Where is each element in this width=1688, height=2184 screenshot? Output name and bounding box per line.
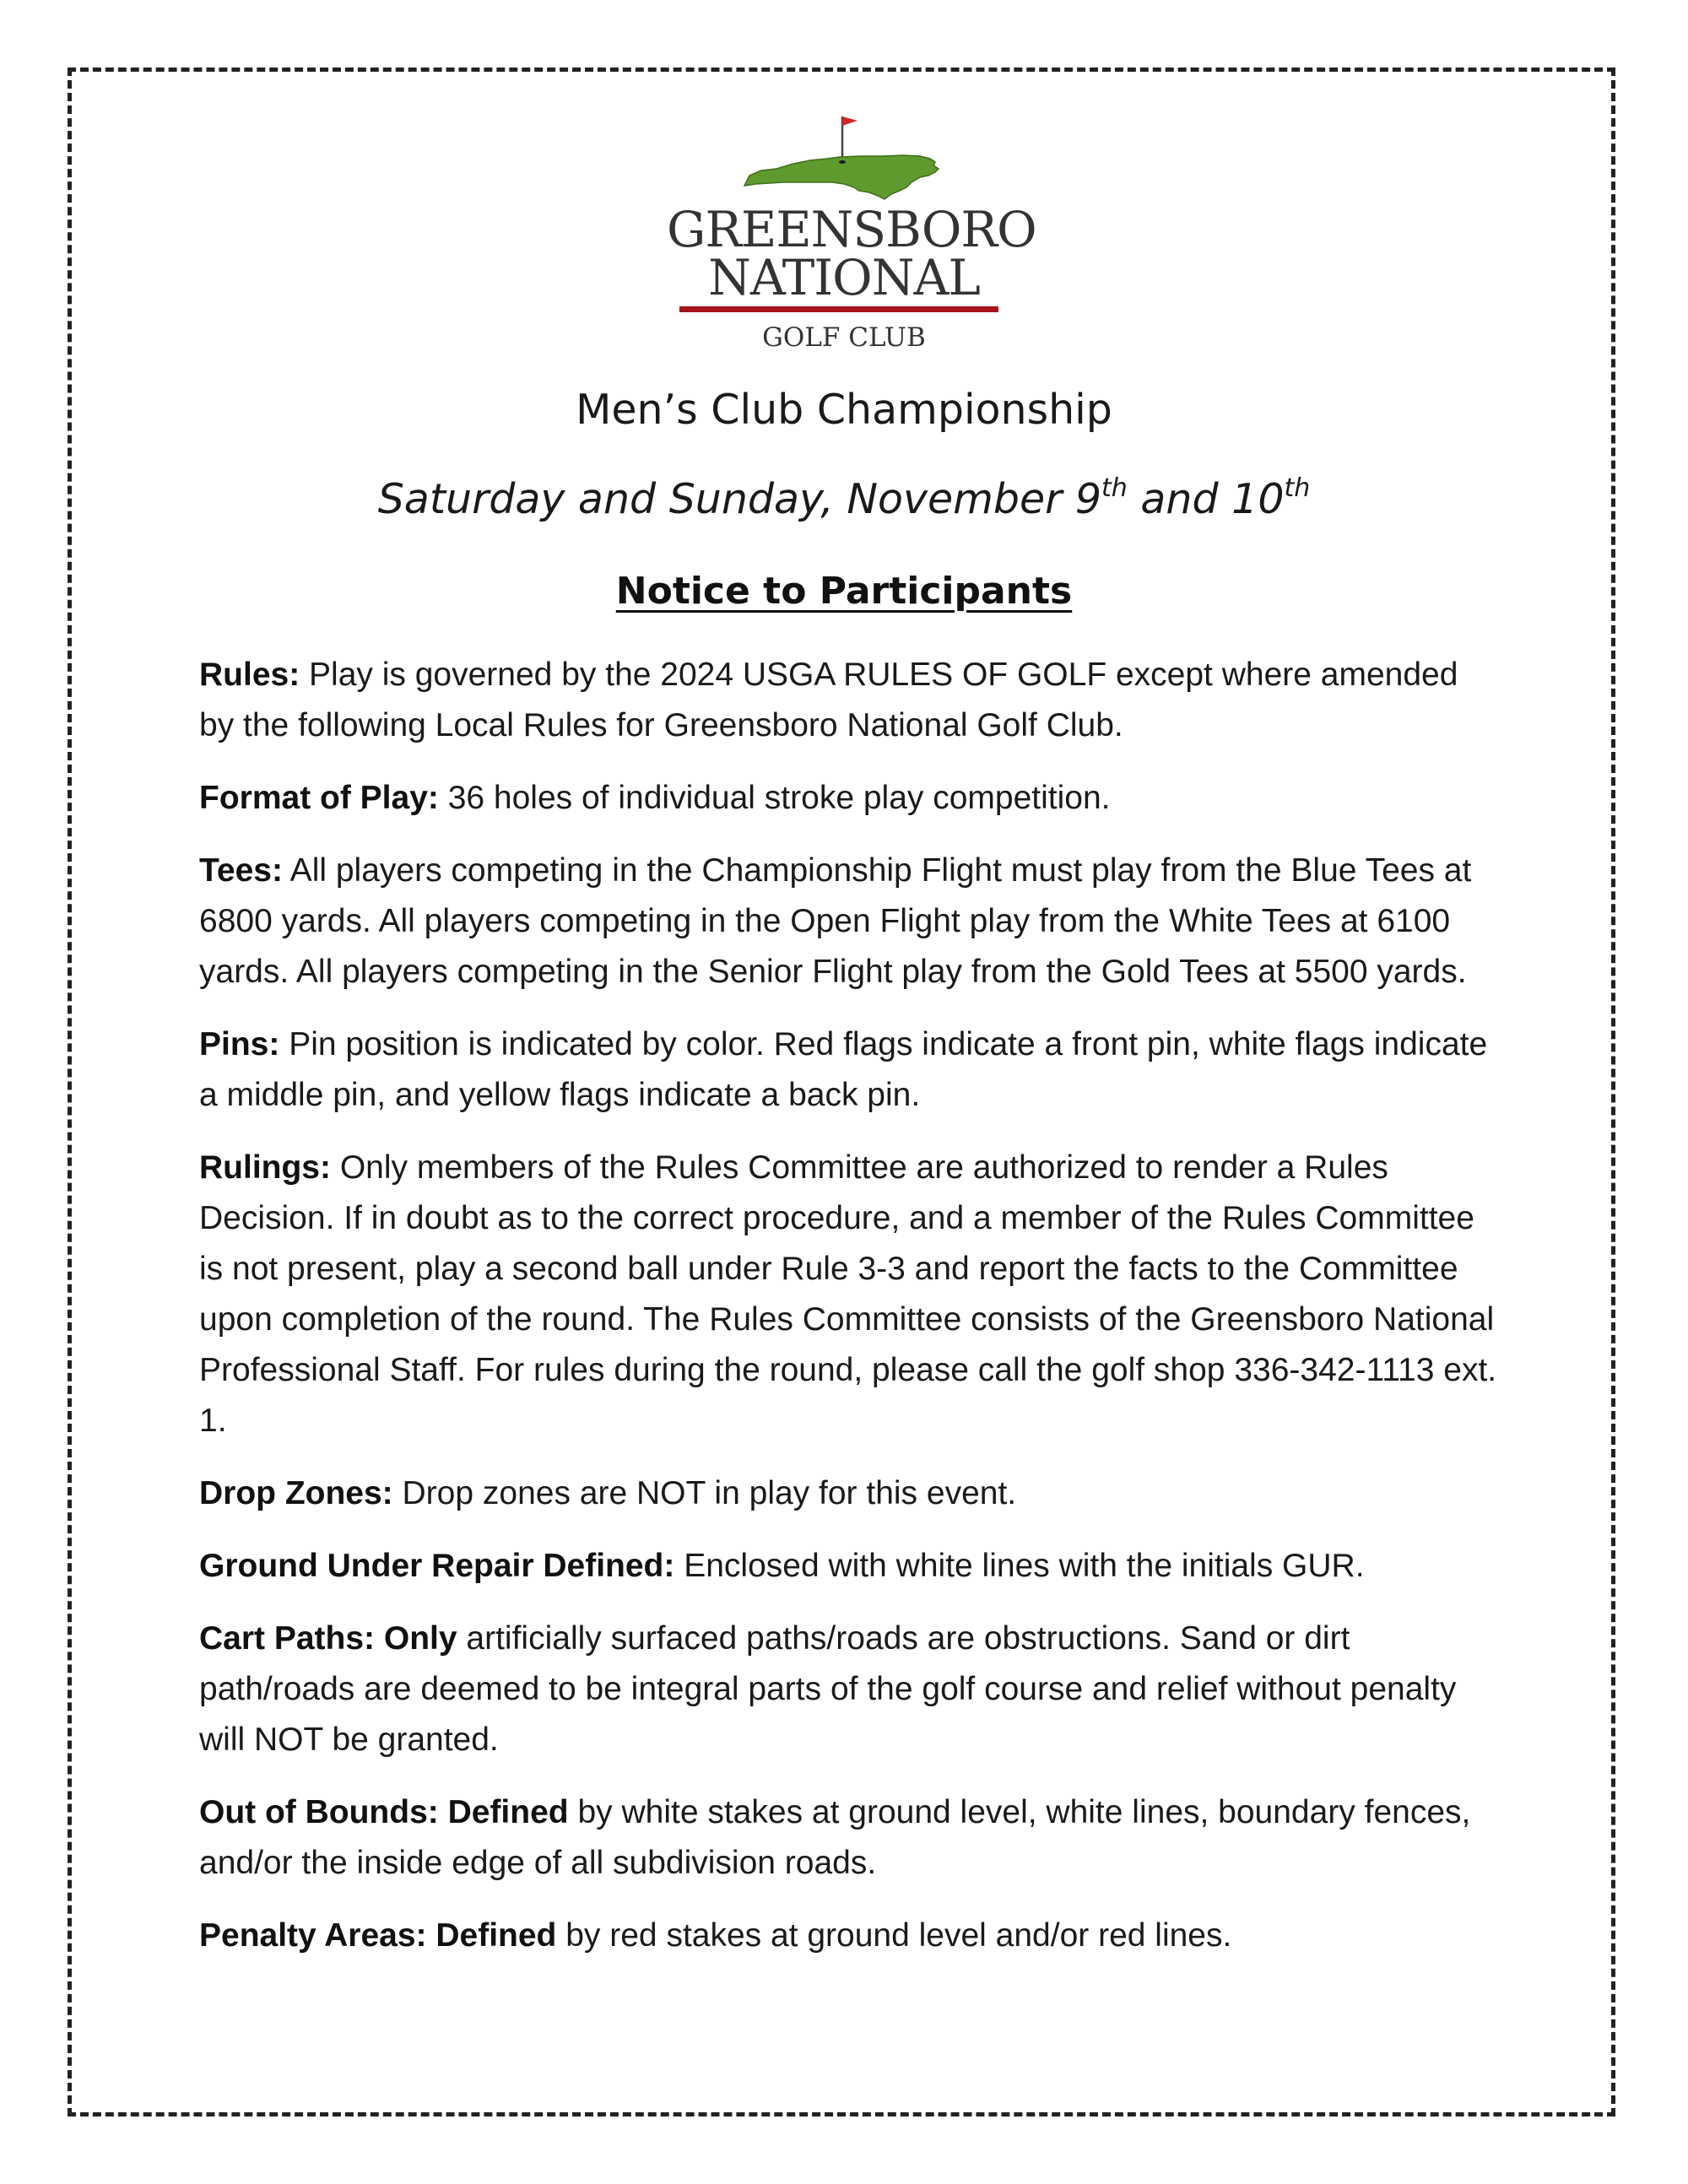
- section-text: by red stakes at ground level and/or red lines.: [556, 1917, 1232, 1954]
- event-dates-ordinal2: th: [1284, 473, 1311, 503]
- notice-heading: Notice to Participants: [615, 570, 1073, 613]
- club-logo: [667, 110, 1036, 363]
- section-out-of-bounds: [199, 1787, 1499, 1889]
- logo-divider: [679, 306, 998, 312]
- section-text: Drop zones are NOT in play for this event.: [392, 1475, 1017, 1511]
- section-text: Only members of the Rules Committee are authorized to render a Rules Decision. If in doubt as to the correct procedure, and a member of the Rules Committee is not present, play a second ball under Rule 3-3 and report the facts to the Committee upon completion of the round. The Rules Committee consists of the Greensboro National Professional Staff. For rules during the round, please call the golf shop 336-342-1113 ext. 1.: [199, 1149, 1497, 1439]
- nc-state-flag-icon: [667, 110, 1021, 203]
- section-tees: [199, 846, 1499, 997]
- section-label: Pins:: [199, 1026, 280, 1062]
- section-text: Enclosed with white lines with the initials GUR.: [674, 1548, 1365, 1584]
- event-dates: [0, 475, 1688, 523]
- section-label: Penalty Areas: Defined: [199, 1917, 557, 1954]
- section-cart-paths: [199, 1614, 1499, 1765]
- section-label: Format of Play:: [199, 780, 439, 816]
- section-label: Cart Paths: Only: [199, 1620, 457, 1657]
- event-dates-part1: Saturday and Sunday, November 9: [377, 475, 1102, 523]
- section-text: artificially surfaced paths/roads are obstructions. Sand or dirt path/roads are deemed to be integral parts of the golf course and relief without penalty will NOT be granted.: [199, 1620, 1457, 1758]
- section-ground-under-repair: [199, 1541, 1499, 1592]
- logo-text-national: NATIONAL: [708, 249, 980, 306]
- section-text: by white stakes at ground level, white lines, boundary fences, and/or the inside edge of all subdivision roads.: [199, 1794, 1471, 1881]
- section-pins: [199, 1019, 1499, 1121]
- section-label: Tees:: [199, 852, 283, 889]
- event-title: Men’s Club Championship: [576, 386, 1112, 434]
- section-label: Drop Zones:: [199, 1475, 393, 1511]
- logo-text-golf-club: GOLF CLUB: [762, 322, 926, 353]
- section-drop-zones: [199, 1468, 1499, 1519]
- section-text: Pin position is indicated by color. Red flags indicate a front pin, white flags indicate a middle pin, and yellow flags indicate a back pin.: [199, 1026, 1488, 1113]
- section-label: Out of Bounds: Defined: [199, 1794, 569, 1830]
- section-format-of-play: [199, 773, 1499, 824]
- section-text: Play is governed by the 2024 USGA RULES OF GOLF except where amended by the following Local Rules for Greensboro National Golf Club.: [199, 657, 1458, 743]
- section-rules: [199, 650, 1499, 751]
- section-label: Ground Under Repair Defined:: [199, 1548, 675, 1584]
- rules-sections: [199, 650, 1499, 1983]
- section-text: 36 holes of individual stroke play competition.: [438, 780, 1111, 816]
- section-text: All players competing in the Championship Flight must play from the Blue Tees at 6800 yards. All players competing in the Open Flight play from the White Tees at 6100 yards. All players competing in the Senior Flight play from the Gold Tees at 5500 yards.: [199, 852, 1472, 990]
- section-label: Rules:: [199, 657, 300, 693]
- logo-text-greensboro: GREENSBORO: [667, 201, 1036, 258]
- event-dates-part2: and 10: [1127, 475, 1285, 523]
- event-dates-ordinal1: th: [1101, 473, 1128, 503]
- section-rulings: [199, 1143, 1499, 1446]
- section-penalty-areas: [199, 1911, 1499, 1961]
- section-label: Rulings:: [199, 1149, 331, 1186]
